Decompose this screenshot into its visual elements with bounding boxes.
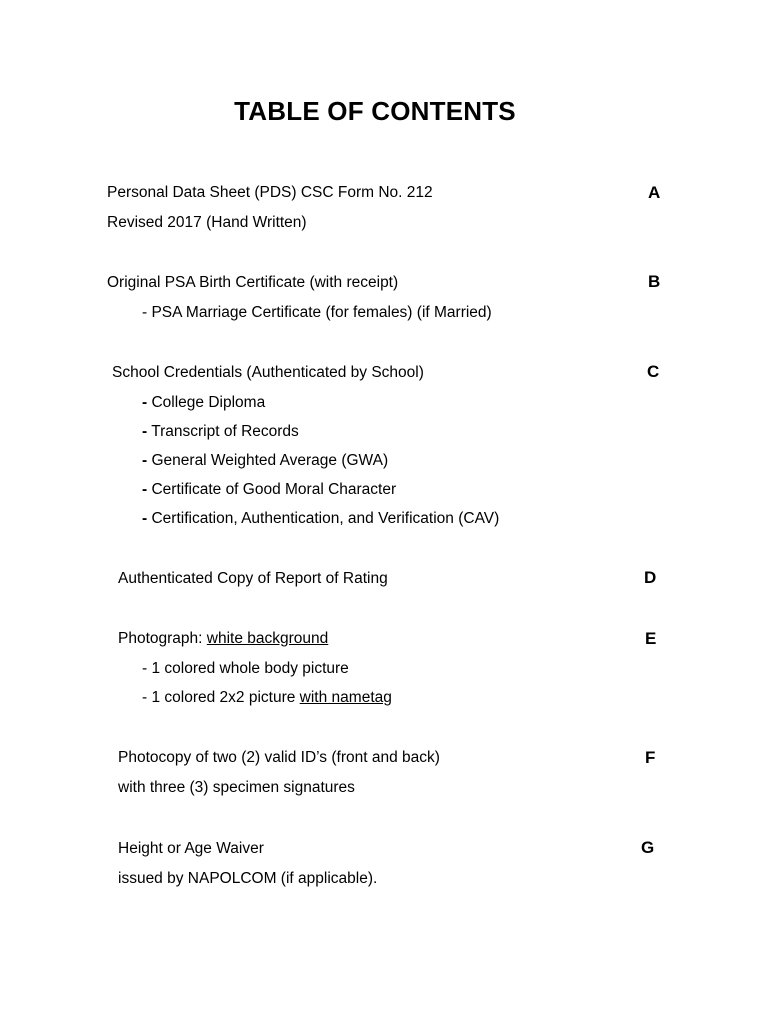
list-dash: - — [142, 481, 148, 498]
list-dash: - — [142, 394, 148, 411]
section-c-item — [142, 480, 396, 500]
section-c-item — [142, 509, 499, 529]
list-dash: - — [142, 510, 148, 527]
section-c-item — [142, 451, 388, 471]
section-e-sub-2-underlined: with nametag — [299, 689, 392, 706]
section-f-letter: F — [645, 748, 656, 767]
section-c-item-text: Certification, Authentication, and Verification (CAV) — [151, 510, 500, 527]
section-c-line-1: School Credentials (Authenticated by School) — [112, 364, 424, 381]
section-e-sub-1: - 1 colored whole body picture — [142, 660, 349, 677]
section-c-item-text: General Weighted Average (GWA) — [151, 452, 389, 469]
section-e-letter: E — [645, 629, 657, 648]
section-d-letter: D — [644, 568, 657, 587]
section-a-line-2: Revised 2017 (Hand Written) — [107, 214, 307, 231]
section-c-item — [142, 422, 299, 442]
section-g-line-2: issued by NAPOLCOM (if applicable). — [118, 870, 378, 887]
section-c-item-text: Certificate of Good Moral Character — [151, 481, 397, 498]
section-a-line-1: Personal Data Sheet (PDS) CSC Form No. 212 — [107, 184, 433, 201]
section-f-line-2: with three (3) specimen signatures — [118, 779, 355, 796]
list-dash: - — [142, 423, 148, 440]
section-b-letter: B — [648, 272, 661, 291]
section-c-letter: C — [647, 362, 660, 381]
page-title: TABLE OF CONTENTS — [234, 96, 516, 126]
section-e-line-1 — [118, 629, 328, 649]
section-e-sub-2 — [142, 688, 392, 708]
section-e-line-1-underlined: white background — [206, 630, 329, 647]
list-dash: - — [142, 452, 148, 469]
section-g-line-1: Height or Age Waiver — [118, 840, 264, 857]
section-e-line-1-prefix: Photograph: — [118, 630, 207, 647]
section-c-item-text: College Diploma — [151, 394, 266, 411]
section-f-line-1: Photocopy of two (2) valid ID’s (front and back) — [118, 749, 440, 766]
section-b-sub-1: - PSA Marriage Certificate (for females) (if Married) — [142, 304, 492, 321]
section-c-item — [142, 393, 265, 413]
section-b-line-1: Original PSA Birth Certificate (with receipt) — [107, 274, 399, 291]
section-c-item-text: Transcript of Records — [151, 423, 299, 440]
section-a-letter: A — [648, 183, 661, 202]
section-d-line-1: Authenticated Copy of Report of Rating — [118, 570, 388, 587]
section-g-letter: G — [641, 838, 655, 857]
section-e-sub-2-prefix: - 1 colored 2x2 picture — [142, 689, 300, 706]
